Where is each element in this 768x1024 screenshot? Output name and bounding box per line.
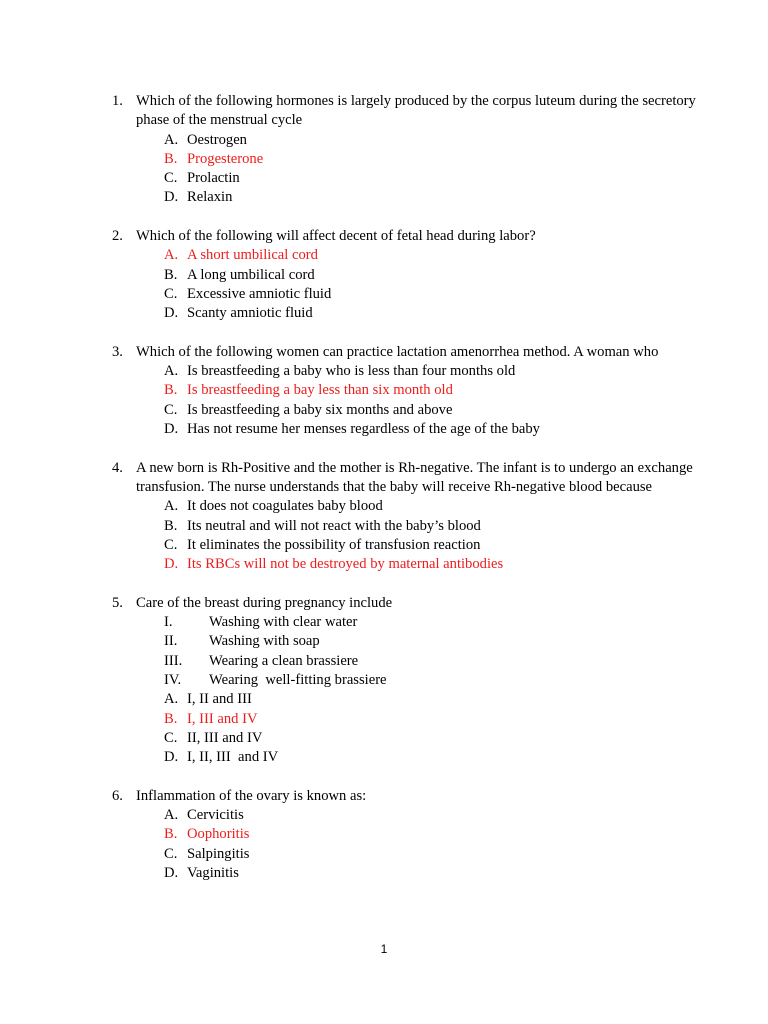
question-3 xyxy=(112,343,712,439)
option-letter: D. xyxy=(164,189,179,206)
answer-options xyxy=(136,497,712,574)
question-text: Which of the following will affect decent of fetal head during labor? xyxy=(136,228,536,245)
option-letter: D. xyxy=(164,749,179,766)
answer-option xyxy=(164,169,712,188)
answer-options xyxy=(136,131,712,208)
roman-numeral: IV. xyxy=(164,671,182,688)
answer-option xyxy=(164,266,712,285)
roman-numeral: III. xyxy=(164,652,183,669)
option-letter: B. xyxy=(164,826,178,843)
option-letter: D. xyxy=(164,864,179,881)
question-text: Which of the following hormones is largely produced by the corpus luteum during the secretory phase of the menstrual cycle xyxy=(136,93,696,129)
option-letter: B. xyxy=(164,150,178,167)
question-number: 2. xyxy=(112,228,123,245)
option-letter: A. xyxy=(164,806,179,823)
answer-option xyxy=(164,131,712,150)
question-text: Care of the breast during pregnancy include xyxy=(136,594,393,611)
question-list xyxy=(112,92,712,902)
answer-options xyxy=(136,690,712,767)
option-text: Excessive amniotic fluid xyxy=(187,285,332,302)
option-text: Its RBCs will not be destroyed by maternal antibodies xyxy=(187,556,504,573)
option-letter: A. xyxy=(164,691,179,708)
answer-option-correct xyxy=(164,246,712,265)
question-text: A new born is Rh-Positive and the mother is Rh-negative. The infant is to undergo an exchange transfusion. The nurse understands that the baby will receive Rh-negative blood because xyxy=(136,459,693,495)
roman-item xyxy=(164,632,712,651)
option-text: Salpingitis xyxy=(187,845,250,862)
question-number: 3. xyxy=(112,343,123,360)
question-number: 5. xyxy=(112,594,123,611)
answer-options xyxy=(136,806,712,883)
option-letter: D. xyxy=(164,556,179,573)
option-text: Prolactin xyxy=(187,170,240,187)
option-text: Relaxin xyxy=(187,189,233,206)
page-number: 1 xyxy=(380,942,388,956)
answer-option xyxy=(164,188,712,207)
option-text: Is breastfeeding a baby who is less than four months old xyxy=(187,363,516,380)
answer-option xyxy=(164,362,712,381)
option-letter: C. xyxy=(164,170,178,187)
option-text: Oestrogen xyxy=(187,131,247,148)
answer-option xyxy=(164,517,712,536)
option-text: I, II and III xyxy=(187,691,252,708)
option-letter: D. xyxy=(164,421,179,438)
option-letter: B. xyxy=(164,266,178,283)
question-text: Inflammation of the ovary is known as: xyxy=(136,787,367,804)
question-1 xyxy=(112,92,712,208)
answer-option xyxy=(164,401,712,420)
option-text: Progesterone xyxy=(187,150,264,167)
answer-option xyxy=(164,806,712,825)
option-text: Vaginitis xyxy=(187,864,239,881)
answer-option-correct xyxy=(164,555,712,574)
option-letter: A. xyxy=(164,498,179,515)
option-text: Is breastfeeding a baby six months and above xyxy=(187,401,453,418)
answer-option xyxy=(164,285,712,304)
answer-option xyxy=(164,729,712,748)
roman-item xyxy=(164,652,712,671)
option-text: I, III and IV xyxy=(187,710,258,727)
option-text: A long umbilical cord xyxy=(187,266,315,283)
roman-item-text: Washing with soap xyxy=(209,633,320,650)
roman-item xyxy=(164,613,712,632)
option-letter: A. xyxy=(164,131,179,148)
option-text: Cervicitis xyxy=(187,806,244,823)
option-letter: A. xyxy=(164,363,179,380)
option-text: It eliminates the possibility of transfusion reaction xyxy=(187,536,481,553)
option-letter: C. xyxy=(164,845,178,862)
answer-option-correct xyxy=(164,381,712,400)
option-text: Its neutral and will not react with the baby’s blood xyxy=(187,517,481,534)
option-text: It does not coagulates baby blood xyxy=(187,498,383,515)
roman-item-text: Wearing a clean brassiere xyxy=(209,652,359,669)
question-5 xyxy=(112,594,712,768)
question-text: Which of the following women can practice lactation amenorrhea method. A woman who xyxy=(136,343,659,360)
option-letter: C. xyxy=(164,285,178,302)
answer-option xyxy=(164,845,712,864)
roman-item-text: Washing with clear water xyxy=(209,614,358,631)
answer-option-correct xyxy=(164,150,712,169)
answer-option xyxy=(164,864,712,883)
question-number: 1. xyxy=(112,93,123,109)
option-text: II, III and IV xyxy=(187,729,263,746)
question-2 xyxy=(112,227,712,323)
option-letter: C. xyxy=(164,536,178,553)
answer-options xyxy=(136,362,712,439)
option-text: Has not resume her menses regardless of the age of the baby xyxy=(187,421,540,438)
roman-numeral: II. xyxy=(164,633,178,650)
option-letter: D. xyxy=(164,305,179,322)
roman-item-text: Wearing well-fitting brassiere xyxy=(209,671,387,688)
option-text: Scanty amniotic fluid xyxy=(187,305,313,322)
option-text: I, II, III and IV xyxy=(187,749,279,766)
answer-option xyxy=(164,304,712,323)
option-text: Is breastfeeding a bay less than six month old xyxy=(187,382,453,399)
question-6 xyxy=(112,787,712,883)
option-text: A short umbilical cord xyxy=(187,247,318,264)
option-letter: A. xyxy=(164,247,179,264)
roman-numeral: I. xyxy=(164,614,173,631)
option-letter: B. xyxy=(164,710,178,727)
answer-option xyxy=(164,748,712,767)
option-letter: C. xyxy=(164,401,178,418)
answer-options xyxy=(136,246,712,323)
answer-option-correct xyxy=(164,710,712,729)
option-letter: B. xyxy=(164,382,178,399)
option-letter: C. xyxy=(164,729,178,746)
roman-items xyxy=(136,613,712,690)
option-text: Oophoritis xyxy=(187,826,250,843)
answer-option-correct xyxy=(164,825,712,844)
option-letter: B. xyxy=(164,517,178,534)
question-number: 4. xyxy=(112,459,123,476)
roman-item xyxy=(164,671,712,690)
answer-option xyxy=(164,536,712,555)
question-4 xyxy=(112,459,712,575)
answer-option xyxy=(164,690,712,709)
question-number: 6. xyxy=(112,787,123,804)
answer-option xyxy=(164,497,712,516)
answer-option xyxy=(164,420,712,439)
